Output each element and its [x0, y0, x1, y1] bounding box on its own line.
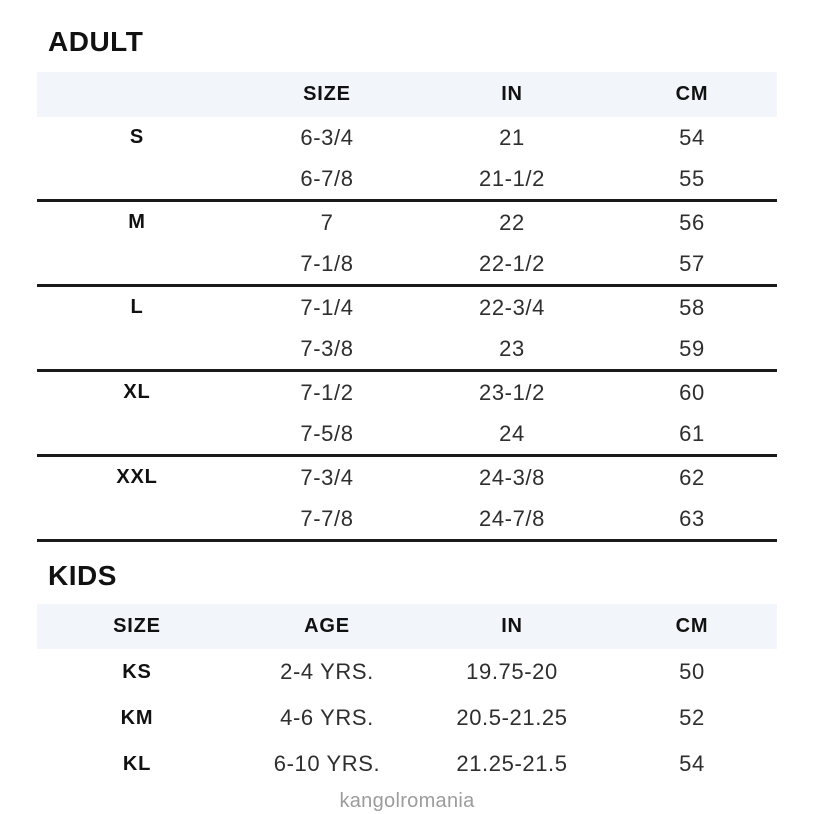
- size-label: XL: [123, 381, 151, 403]
- table-row: [37, 413, 777, 454]
- adult-header-size: SIZE: [303, 83, 351, 105]
- adult-section-title: ADULT: [48, 26, 144, 57]
- cm-cell: 60: [679, 379, 705, 405]
- size-label: KS: [122, 660, 152, 683]
- table-row: [37, 287, 777, 328]
- cm-cell: 52: [679, 705, 705, 730]
- kids-header-cm: CM: [675, 615, 709, 637]
- in-cell: 22-3/4: [479, 294, 545, 320]
- in-cell: 22-1/2: [479, 250, 545, 276]
- size-cell: 7-1/8: [300, 250, 354, 276]
- size-cell: 7-1/2: [300, 379, 354, 405]
- size-label: KM: [120, 706, 154, 729]
- cm-cell: 63: [679, 505, 705, 531]
- size-label: KL: [122, 752, 152, 775]
- in-cell: 20.5-21.25: [456, 705, 568, 730]
- size-cell: 7-3/8: [300, 335, 354, 361]
- cm-cell: 54: [679, 124, 705, 150]
- in-cell: 22: [499, 209, 525, 235]
- size-group-l: [37, 287, 777, 372]
- adult-table-header-row: [37, 72, 777, 117]
- adult-header-cm: CM: [675, 83, 709, 105]
- kids-section-title: KIDS: [48, 560, 117, 591]
- age-cell: 6-10 YRS.: [273, 751, 381, 776]
- size-group-m: [37, 202, 777, 287]
- kids-table-header-row: [37, 604, 777, 649]
- cm-cell: 57: [679, 250, 705, 276]
- table-row: [37, 328, 777, 369]
- kids-header-age: AGE: [304, 615, 350, 637]
- table-row: [37, 202, 777, 243]
- in-cell: 24-7/8: [479, 505, 545, 531]
- cm-cell: 61: [679, 420, 705, 446]
- cm-cell: 56: [679, 209, 705, 235]
- cm-cell: 59: [679, 335, 705, 361]
- size-group-xxl: [37, 457, 777, 542]
- size-cell: 7-1/4: [300, 294, 354, 320]
- kids-size-table: [37, 604, 777, 787]
- cm-cell: 58: [679, 294, 705, 320]
- size-label: M: [128, 211, 146, 233]
- cm-cell: 54: [679, 751, 705, 776]
- in-cell: 23: [499, 335, 525, 361]
- size-cell: 6-3/4: [300, 124, 354, 150]
- size-cell: 7: [320, 209, 334, 235]
- age-cell: 4-6 YRS.: [280, 705, 374, 730]
- size-group-xl: [37, 372, 777, 457]
- table-row: [37, 457, 777, 498]
- cm-cell: 50: [679, 659, 705, 684]
- kids-header-in: IN: [501, 615, 523, 637]
- size-cell: 7-5/8: [300, 420, 354, 446]
- size-label: L: [130, 296, 144, 318]
- in-cell: 21-1/2: [479, 165, 545, 191]
- in-cell: 24-3/8: [479, 464, 545, 490]
- table-row: [37, 158, 777, 199]
- cm-cell: 55: [679, 165, 705, 191]
- adult-header-in: IN: [501, 83, 523, 105]
- size-group-s: [37, 117, 777, 202]
- watermark-text: kangolromania: [339, 790, 475, 812]
- in-cell: 23-1/2: [479, 379, 545, 405]
- size-label: XXL: [116, 466, 158, 488]
- size-cell: 6-7/8: [300, 165, 354, 191]
- table-row: [37, 498, 777, 539]
- in-cell: 19.75-20: [466, 659, 558, 684]
- table-row: [37, 695, 777, 741]
- table-row: [37, 243, 777, 284]
- size-label: S: [129, 126, 145, 148]
- in-cell: 21: [499, 124, 525, 150]
- size-cell: 7-3/4: [300, 464, 354, 490]
- in-cell: 21.25-21.5: [456, 751, 568, 776]
- adult-size-table: [37, 72, 777, 542]
- kids-header-size: SIZE: [113, 615, 161, 637]
- table-row: [37, 117, 777, 158]
- table-row: [37, 741, 777, 787]
- size-cell: 7-7/8: [300, 505, 354, 531]
- table-row: [37, 372, 777, 413]
- in-cell: 24: [499, 420, 525, 446]
- cm-cell: 62: [679, 464, 705, 490]
- age-cell: 2-4 YRS.: [280, 659, 374, 684]
- table-row: [37, 649, 777, 695]
